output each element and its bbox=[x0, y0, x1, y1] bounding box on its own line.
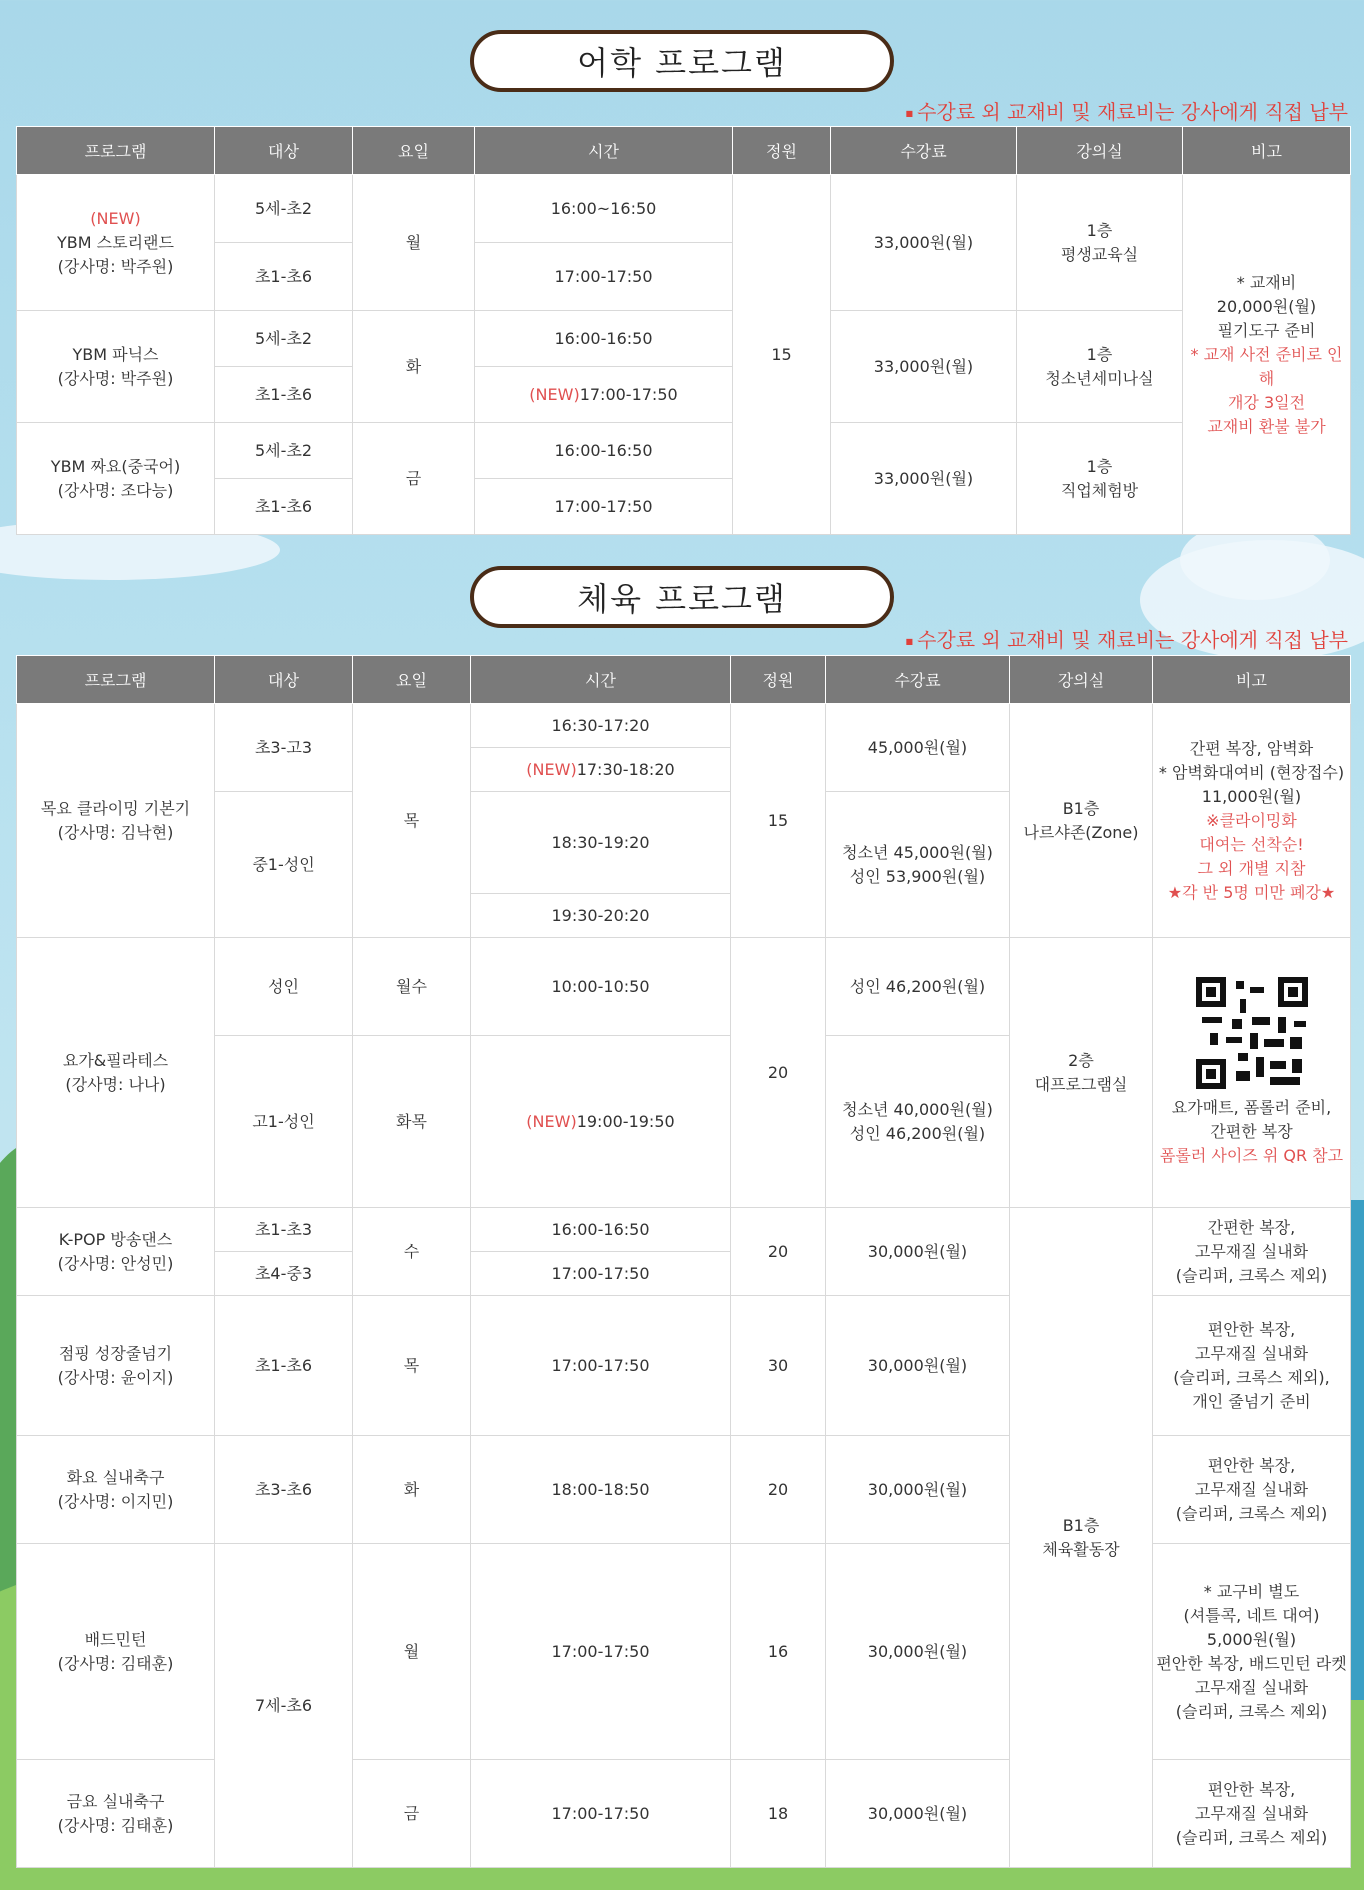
room-cell bbox=[1017, 423, 1183, 535]
remark-warning: 대여는 선착순! bbox=[1199, 834, 1304, 854]
target-cell: 중1-성인 bbox=[215, 792, 353, 938]
time-cell: 16:00-16:50 bbox=[471, 1208, 731, 1252]
remark-line: 고무재질 실내화 bbox=[1194, 1803, 1309, 1823]
capacity-cell: 20 bbox=[731, 938, 826, 1208]
time-cell: 17:00-17:50 bbox=[471, 1296, 731, 1436]
fee-cell: 33,000원(월) bbox=[831, 175, 1017, 311]
target-cell: 5세-초2 bbox=[215, 423, 353, 479]
room-name: 직업체험방 bbox=[1060, 480, 1139, 500]
remark-cell bbox=[1153, 1208, 1351, 1296]
remark-line: 고무재질 실내화 bbox=[1194, 1677, 1309, 1697]
day-cell: 금 bbox=[353, 1760, 471, 1868]
day-cell: 월수 bbox=[353, 938, 471, 1036]
remark-line: 5,000원(월) bbox=[1206, 1629, 1297, 1649]
day-cell: 월 bbox=[353, 1544, 471, 1760]
language-fee-note: ■ 수강료 외 교재비 및 재료비는 강사에게 직접 납부 bbox=[906, 96, 1348, 125]
target-cell: 초3-고3 bbox=[215, 704, 353, 792]
table-row bbox=[17, 311, 1351, 367]
time-cell: 17:00-17:50 bbox=[471, 1760, 731, 1868]
table-row bbox=[17, 938, 1351, 1036]
remark-line: 간편한 복장, bbox=[1207, 1217, 1296, 1237]
time-cell: 16:00~16:50 bbox=[475, 175, 733, 243]
remark-line: 편안한 복장, 배드민턴 라켓 bbox=[1156, 1653, 1347, 1673]
remark-line: (셔틀콕, 네트 대여) bbox=[1183, 1605, 1320, 1625]
room-name: 평생교육실 bbox=[1060, 244, 1139, 264]
header-room: 강의실 bbox=[1010, 656, 1153, 704]
new-badge: (NEW) bbox=[90, 208, 141, 228]
room-cell bbox=[1010, 938, 1153, 1208]
program-cell bbox=[17, 175, 215, 311]
target-cell: 초1-초6 bbox=[215, 479, 353, 535]
room-name: 체육활동장 bbox=[1042, 1539, 1120, 1559]
time-cell: 16:30-17:20 bbox=[471, 704, 731, 748]
time-cell: 17:00-17:50 bbox=[475, 243, 733, 311]
remark-line: 간편 복장, 암벽화 bbox=[1189, 738, 1314, 758]
room-cell bbox=[1010, 1208, 1153, 1868]
header-target: 대상 bbox=[215, 127, 353, 175]
header-day: 요일 bbox=[353, 656, 471, 704]
remark-line: (슬리퍼, 크록스 제외) bbox=[1175, 1701, 1328, 1721]
fee-cell bbox=[826, 792, 1010, 938]
fee-cell: 30,000원(월) bbox=[826, 1208, 1010, 1296]
remark-warning: * 교재 사전 준비로 인해 bbox=[1190, 344, 1343, 388]
room-floor: 1층 bbox=[1086, 456, 1113, 476]
room-floor: 1층 bbox=[1086, 220, 1113, 240]
header-target: 대상 bbox=[215, 656, 353, 704]
remark-cell bbox=[1153, 938, 1351, 1208]
remark-cell bbox=[1153, 1760, 1351, 1868]
header-remark: 비고 bbox=[1183, 127, 1351, 175]
time-cell: 19:30-20:20 bbox=[471, 894, 731, 938]
target-cell: 5세-초2 bbox=[215, 311, 353, 367]
target-cell: 초3-초6 bbox=[215, 1436, 353, 1544]
program-cell bbox=[17, 1436, 215, 1544]
fee-line: 성인 46,200원(월) bbox=[849, 1123, 986, 1143]
table-row bbox=[17, 175, 1351, 243]
header-capacity: 정원 bbox=[733, 127, 831, 175]
time-cell: 16:00-16:50 bbox=[475, 423, 733, 479]
time-cell: 18:30-19:20 bbox=[471, 792, 731, 894]
teacher-name: (강사명: 조다능) bbox=[57, 480, 174, 500]
target-cell: 5세-초2 bbox=[215, 175, 353, 243]
time-cell: 10:00-10:50 bbox=[471, 938, 731, 1036]
room-cell bbox=[1017, 311, 1183, 423]
table-row bbox=[17, 423, 1351, 479]
sports-fee-note: ■ 수강료 외 교재비 및 재료비는 강사에게 직접 납부 bbox=[906, 624, 1348, 653]
table-header-row bbox=[17, 656, 1351, 704]
time-value: 17:30-18:20 bbox=[576, 759, 675, 779]
new-badge: (NEW) bbox=[526, 759, 577, 779]
capacity-cell: 18 bbox=[731, 1760, 826, 1868]
program-name: 화요 실내축구 bbox=[66, 1467, 165, 1487]
target-cell: 초1-초6 bbox=[215, 243, 353, 311]
capacity-cell: 20 bbox=[731, 1436, 826, 1544]
target-cell: 고1-성인 bbox=[215, 1036, 353, 1208]
day-cell: 수 bbox=[353, 1208, 471, 1296]
fee-cell: 33,000원(월) bbox=[831, 423, 1017, 535]
time-cell: 18:00-18:50 bbox=[471, 1436, 731, 1544]
target-cell: 초1-초6 bbox=[215, 367, 353, 423]
remark-line: 편안한 복장, bbox=[1207, 1779, 1296, 1799]
program-cell bbox=[17, 1544, 215, 1760]
teacher-name: (강사명: 안성민) bbox=[57, 1253, 174, 1273]
header-fee: 수강료 bbox=[831, 127, 1017, 175]
new-badge: (NEW) bbox=[526, 1111, 577, 1131]
fee-cell: 45,000원(월) bbox=[826, 704, 1010, 792]
language-program-table bbox=[16, 126, 1351, 535]
remark-line: (슬리퍼, 크록스 제외), bbox=[1173, 1367, 1330, 1387]
day-cell: 월 bbox=[353, 175, 475, 311]
header-program: 프로그램 bbox=[17, 127, 215, 175]
remark-line: 필기도구 준비 bbox=[1217, 320, 1316, 340]
language-program-title: 어학 프로그램 bbox=[470, 30, 894, 92]
fee-line: 청소년 40,000원(월) bbox=[842, 1099, 993, 1119]
header-time: 시간 bbox=[475, 127, 733, 175]
remark-line: 20,000원(월) bbox=[1216, 296, 1317, 316]
header-remark: 비고 bbox=[1153, 656, 1351, 704]
remark-line: 고무재질 실내화 bbox=[1194, 1343, 1309, 1363]
remark-warning: ★각 반 5명 미만 폐강★ bbox=[1167, 882, 1336, 902]
program-cell bbox=[17, 311, 215, 423]
target-cell: 초1-초3 bbox=[215, 1208, 353, 1252]
remark-cell bbox=[1183, 175, 1351, 535]
teacher-name: (강사명: 김낙현) bbox=[57, 822, 174, 842]
time-cell: 17:00-17:50 bbox=[471, 1544, 731, 1760]
program-cell bbox=[17, 1296, 215, 1436]
program-name: 요가&필라테스 bbox=[62, 1050, 169, 1070]
fee-cell: 30,000원(월) bbox=[826, 1436, 1010, 1544]
program-name: YBM 파닉스 bbox=[72, 344, 159, 364]
teacher-name: (강사명: 나나) bbox=[65, 1074, 166, 1094]
capacity-cell: 16 bbox=[731, 1544, 826, 1760]
capacity-cell: 15 bbox=[733, 175, 831, 535]
room-cell bbox=[1010, 704, 1153, 938]
room-name: 청소년세미나실 bbox=[1045, 368, 1154, 388]
remark-line: 간편한 복장 bbox=[1210, 1122, 1293, 1141]
time-cell: 16:00-16:50 bbox=[475, 311, 733, 367]
program-name: K-POP 방송댄스 bbox=[58, 1229, 173, 1249]
remark-warning: 그 외 개별 지참 bbox=[1197, 858, 1306, 878]
target-cell: 성인 bbox=[215, 938, 353, 1036]
remark-line: * 교구비 별도 bbox=[1203, 1581, 1300, 1601]
room-name: 나르샤존(Zone) bbox=[1023, 822, 1139, 842]
time-cell bbox=[471, 748, 731, 792]
fee-cell: 30,000원(월) bbox=[826, 1544, 1010, 1760]
remark-warning: 폼롤러 사이즈 위 QR 참고 bbox=[1159, 1146, 1344, 1165]
remark-warning: 개강 3일전 bbox=[1227, 392, 1306, 412]
program-cell bbox=[17, 704, 215, 938]
time-value: 17:00-17:50 bbox=[579, 384, 678, 404]
day-cell: 목 bbox=[353, 704, 471, 938]
remark-line: 고무재질 실내화 bbox=[1194, 1479, 1309, 1499]
remark-cell bbox=[1153, 704, 1351, 938]
teacher-name: (강사명: 김태훈) bbox=[57, 1815, 174, 1835]
header-program: 프로그램 bbox=[17, 656, 215, 704]
time-value: 19:00-19:50 bbox=[576, 1111, 675, 1131]
teacher-name: (강사명: 박주원) bbox=[57, 256, 174, 276]
remark-warning: ※클라이밍화 bbox=[1206, 810, 1297, 830]
day-cell: 화 bbox=[353, 1436, 471, 1544]
time-cell bbox=[471, 1036, 731, 1208]
program-cell bbox=[17, 1760, 215, 1868]
remark-warning: 교재비 환불 불가 bbox=[1207, 416, 1326, 436]
program-name: 점핑 성장줄넘기 bbox=[58, 1343, 173, 1363]
teacher-name: (강사명: 윤이지) bbox=[57, 1367, 174, 1387]
fee-line: 성인 53,900원(월) bbox=[849, 866, 986, 886]
room-floor: B1층 bbox=[1062, 1515, 1100, 1535]
remark-line: * 교재비 bbox=[1236, 272, 1297, 292]
day-cell: 목 bbox=[353, 1296, 471, 1436]
time-cell: 17:00-17:50 bbox=[471, 1252, 731, 1296]
fee-cell bbox=[826, 1036, 1010, 1208]
fee-line: 청소년 45,000원(월) bbox=[842, 842, 993, 862]
capacity-cell: 20 bbox=[731, 1208, 826, 1296]
remark-line: (슬리퍼, 크록스 제외) bbox=[1175, 1827, 1328, 1847]
remark-line: 편안한 복장, bbox=[1207, 1319, 1296, 1339]
room-floor: 1층 bbox=[1086, 344, 1113, 364]
time-cell: 17:00-17:50 bbox=[475, 479, 733, 535]
remark-line: 고무재질 실내화 bbox=[1194, 1241, 1309, 1261]
remark-line: 편안한 복장, bbox=[1207, 1455, 1296, 1475]
program-name: YBM 스토리랜드 bbox=[57, 232, 174, 252]
header-day: 요일 bbox=[353, 127, 475, 175]
header-fee: 수강료 bbox=[826, 656, 1010, 704]
day-cell: 금 bbox=[353, 423, 475, 535]
remark-line: (슬리퍼, 크록스 제외) bbox=[1175, 1503, 1328, 1523]
program-name: 목요 클라이밍 기본기 bbox=[40, 798, 191, 818]
remark-line: 개인 줄넘기 준비 bbox=[1192, 1391, 1311, 1411]
room-floor: B1층 bbox=[1062, 798, 1100, 818]
capacity-cell: 30 bbox=[731, 1296, 826, 1436]
target-cell: 초4-중3 bbox=[215, 1252, 353, 1296]
sports-program-title: 체육 프로그램 bbox=[470, 566, 894, 628]
remark-cell bbox=[1153, 1296, 1351, 1436]
remark-cell bbox=[1153, 1436, 1351, 1544]
sports-program-table bbox=[16, 655, 1351, 1868]
program-cell bbox=[17, 423, 215, 535]
remark-line: (슬리퍼, 크록스 제외) bbox=[1175, 1265, 1328, 1285]
program-name: YBM 짜요(중국어) bbox=[50, 456, 181, 476]
remark-line: 11,000원(월) bbox=[1201, 786, 1302, 806]
teacher-name: (강사명: 이지민) bbox=[57, 1491, 174, 1511]
day-cell: 화 bbox=[353, 311, 475, 423]
qr-code-image[interactable] bbox=[1196, 977, 1308, 1089]
room-floor: 2층 bbox=[1068, 1050, 1094, 1070]
program-cell bbox=[17, 1208, 215, 1296]
fee-cell: 30,000원(월) bbox=[826, 1760, 1010, 1868]
header-room: 강의실 bbox=[1017, 127, 1183, 175]
day-cell: 화목 bbox=[353, 1036, 471, 1208]
room-cell bbox=[1017, 175, 1183, 311]
fee-cell: 30,000원(월) bbox=[826, 1296, 1010, 1436]
remark-line: * 암벽화대여비 (현장접수) bbox=[1158, 762, 1345, 782]
table-row bbox=[17, 704, 1351, 748]
target-cell: 초1-초6 bbox=[215, 1296, 353, 1436]
target-cell: 7세-초6 bbox=[215, 1544, 353, 1868]
table-header-row bbox=[17, 127, 1351, 175]
new-badge: (NEW) bbox=[529, 384, 580, 404]
header-time: 시간 bbox=[471, 656, 731, 704]
program-name: 배드민턴 bbox=[84, 1629, 147, 1649]
program-name: 금요 실내축구 bbox=[66, 1791, 165, 1811]
program-cell bbox=[17, 938, 215, 1208]
time-cell bbox=[475, 367, 733, 423]
header-capacity: 정원 bbox=[731, 656, 826, 704]
room-name: 대프로그램실 bbox=[1034, 1074, 1128, 1094]
remark-line: 요가매트, 폼롤러 준비, bbox=[1171, 1098, 1332, 1117]
fee-cell: 성인 46,200원(월) bbox=[826, 938, 1010, 1036]
table-row bbox=[17, 1208, 1351, 1252]
teacher-name: (강사명: 박주원) bbox=[57, 368, 174, 388]
capacity-cell: 15 bbox=[731, 704, 826, 938]
teacher-name: (강사명: 김태훈) bbox=[57, 1653, 174, 1673]
fee-cell: 33,000원(월) bbox=[831, 311, 1017, 423]
remark-cell bbox=[1153, 1544, 1351, 1760]
